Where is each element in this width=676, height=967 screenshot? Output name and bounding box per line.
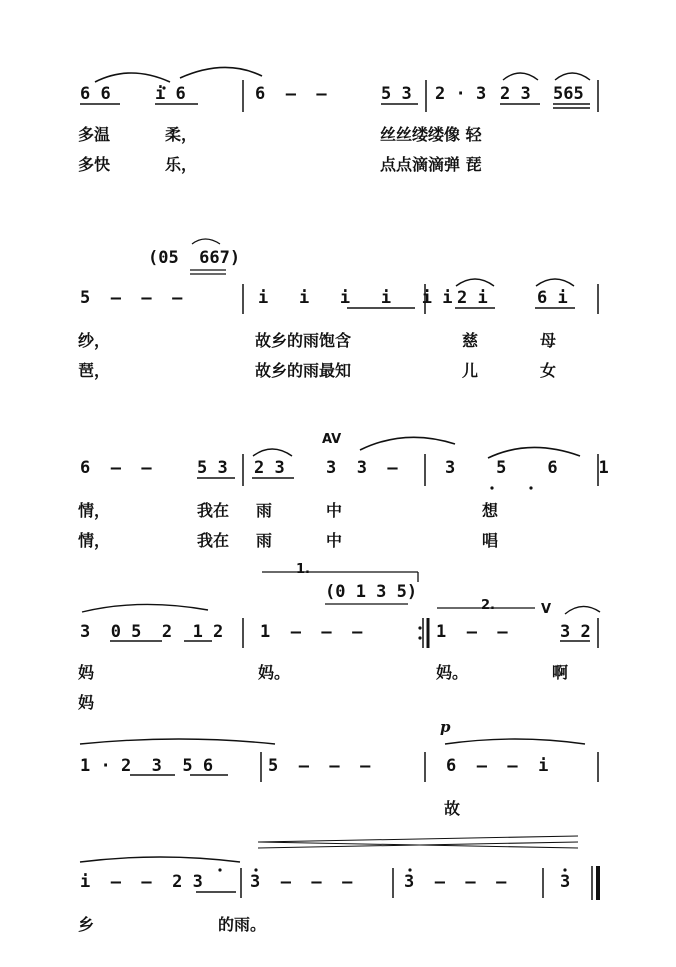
r3-lyric-a5: 想	[482, 501, 499, 520]
r2-lyric-b2: 故乡的雨最知	[255, 361, 352, 380]
r3-notes-b: 5 3	[197, 458, 228, 478]
r3-lyric-a1: 情，	[78, 501, 111, 520]
r4-notes-d: 3 2	[560, 622, 591, 642]
r3-lyric-a2: 我在	[197, 501, 230, 520]
r3-lyric-b5: 唱	[482, 531, 499, 550]
r3-lyric-b1: 情，	[78, 531, 111, 550]
r3-notes-c: 2 3	[254, 458, 285, 478]
r3-lyric-b4: 中	[326, 531, 343, 550]
r2-lyric-a2: 故乡的雨饱含	[255, 331, 352, 350]
r6-lyric-a1: 乡	[78, 915, 95, 934]
r1-notes-b: i 6	[155, 84, 186, 104]
r4-lyric-a1: 妈	[78, 663, 95, 682]
breath-mark: V	[541, 602, 552, 617]
r2-lyric-a4: 母	[540, 331, 557, 350]
r1-lyric-a1: 多温	[78, 125, 111, 144]
r6-lyric-a2: 的雨。	[218, 915, 267, 934]
r1-notes-e: 2 · 3	[435, 84, 487, 104]
r2-lyric-a3: 慈	[462, 331, 479, 350]
r5-notes-c: 6 — — i	[446, 756, 549, 776]
r2-notes-a: 5 — — —	[80, 288, 183, 308]
volta-2-label: 2.	[481, 598, 495, 613]
r3-lyric-a4: 中	[326, 501, 343, 520]
r2-notes-b: i i i i i i	[258, 288, 453, 308]
r5-lyric-a1: 故	[444, 799, 461, 818]
r1-notes-d: 5 3	[381, 84, 412, 104]
r1-notes-g: 565	[553, 84, 584, 104]
r3-notes-d: 3 3 —	[326, 458, 398, 478]
r6-notes-c: 3 — — —	[404, 872, 507, 892]
volta-1-label: 1.	[296, 562, 310, 577]
r1-lyric-a2: 柔，	[165, 125, 198, 144]
r1-notes-c: 6 — —	[255, 84, 327, 104]
r6-notes-b: 3 — — —	[250, 872, 353, 892]
r2-prelude: (05 667)	[148, 248, 241, 268]
r3-lyric-a3: 雨	[256, 501, 273, 520]
r1-lyric-a3: 丝丝缕缕像 轻	[380, 125, 482, 144]
r6-notes-d: 3	[560, 872, 571, 892]
r4-interlude: (0 1 3 5)	[325, 582, 418, 602]
r1-notes-a: 6 6	[80, 84, 111, 104]
r4-lyric-a2: 妈。	[258, 663, 291, 682]
r3-notes-a: 6 — —	[80, 458, 152, 478]
r4-notes-b: 1 — — —	[260, 622, 363, 642]
r2-lyric-b1: 琶，	[78, 361, 111, 380]
r4-lyric-a3: 妈。	[436, 663, 469, 682]
r5-notes-a: 1 · 2 3 5 6	[80, 756, 214, 776]
r2-notes-d: 6 i	[537, 288, 568, 308]
r3-ornament: AV	[322, 432, 342, 447]
r4-lyric-b1: 妈	[78, 693, 95, 712]
r2-notes-c: 2 i	[457, 288, 488, 308]
r1-notes-f: 2 3	[500, 84, 531, 104]
r3-lyric-b2: 我在	[197, 531, 230, 550]
r2-lyric-b4: 女	[540, 361, 557, 380]
r3-notes-e: 3 5 6 1	[445, 458, 609, 478]
r3-lyric-b3: 雨	[256, 531, 273, 550]
dynamic-mark: p	[440, 718, 451, 736]
r2-lyric-a1: 纱，	[78, 331, 111, 350]
r2-lyric-b3: 儿	[462, 361, 479, 380]
r4-notes-a: 3 0 5 2 1 2	[80, 622, 224, 642]
r1-lyric-b3: 点点滴滴弹 琵	[380, 155, 482, 174]
r6-notes-a: i — — 2 3	[80, 872, 203, 892]
r5-notes-b: 5 — — —	[268, 756, 371, 776]
r1-lyric-b1: 多快	[78, 155, 111, 174]
r1-lyric-b2: 乐，	[165, 155, 198, 174]
r4-lyric-a4: 啊	[552, 663, 569, 682]
r4-notes-c: 1 — —	[436, 622, 508, 642]
